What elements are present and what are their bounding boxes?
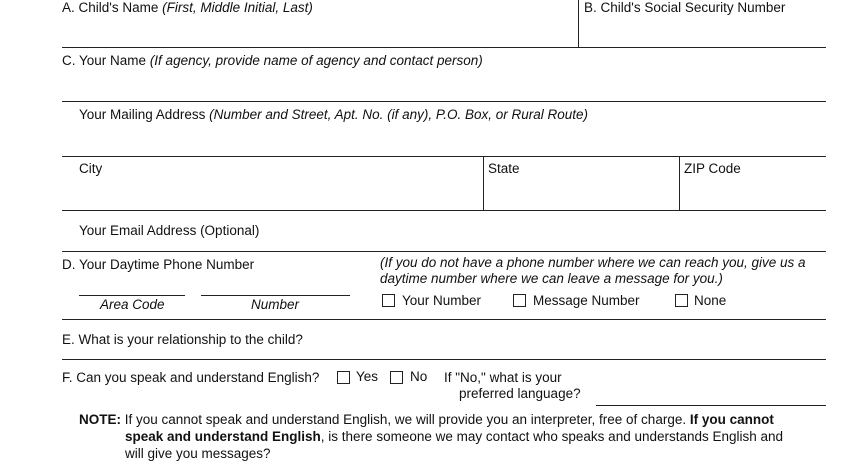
preferred-language-line1: If "No," what is your (444, 370, 562, 385)
childs-name-text: A. Child's Name (62, 0, 159, 15)
note-line1 (79, 411, 774, 428)
email-field[interactable] (62, 240, 826, 250)
area-code-field[interactable] (79, 280, 185, 294)
state-label: State (488, 161, 520, 176)
childs-name-field[interactable] (62, 16, 577, 46)
childs-name-hint: (First, Middle Initial, Last) (162, 0, 313, 15)
divider (578, 0, 579, 47)
divider (483, 156, 484, 210)
phone-number-line (201, 295, 350, 296)
message-number-label: Message Number (533, 293, 640, 308)
your-name-label (62, 53, 483, 69)
zip-code-field[interactable] (680, 178, 826, 208)
divider (62, 359, 826, 360)
your-name-field[interactable] (62, 70, 826, 100)
your-number-checkbox[interactable] (382, 294, 395, 307)
divider (62, 251, 826, 252)
note-line3: will give you messages? (125, 446, 271, 461)
divider (62, 319, 826, 320)
relationship-field[interactable] (62, 349, 826, 358)
phone-hint-line1: (If you do not have a phone number where we can reach you, give us a (380, 255, 806, 270)
daytime-phone-label: D. Your Daytime Phone Number (62, 257, 255, 272)
mailing-address-text: Your Mailing Address (79, 107, 206, 122)
childs-name-label (62, 0, 313, 16)
preferred-language-line2: preferred language? (459, 386, 581, 401)
area-code-caption: Area Code (100, 297, 165, 312)
divider (62, 101, 826, 102)
area-code-line (79, 295, 185, 296)
english-yes-label: Yes (356, 369, 379, 384)
mailing-address-field[interactable] (62, 124, 826, 154)
none-checkbox[interactable] (675, 294, 688, 307)
english-question-label: F. Can you speak and understand English? (62, 370, 320, 385)
message-number-checkbox[interactable] (513, 294, 526, 307)
your-name-text: C. Your Name (62, 53, 147, 68)
english-no-label: No (410, 369, 428, 384)
childs-ssn-field[interactable] (580, 16, 825, 46)
preferred-language-field[interactable] (596, 388, 826, 404)
your-number-label: Your Number (402, 293, 482, 308)
preferred-language-line (596, 405, 826, 406)
note-heading: NOTE: (79, 412, 121, 427)
your-name-hint: (If agency, provide name of agency and contact person) (149, 53, 483, 68)
number-caption: Number (251, 297, 300, 312)
relationship-label: E. What is your relationship to the child? (62, 332, 303, 347)
mailing-address-hint: (Number and Street, Apt. No. (if any), P.O. Box, or Rural Route) (209, 107, 588, 122)
none-label: None (694, 293, 727, 308)
note-text1: If you cannot speak and understand English, we will provide you an interpreter, free of charge. (121, 412, 690, 427)
mailing-address-label (79, 107, 588, 123)
note-line2 (125, 428, 783, 445)
city-label: City (79, 161, 103, 176)
state-field[interactable] (484, 178, 678, 208)
divider (62, 47, 826, 48)
note-text2: , is there someone we may contact who speaks and understands English and (320, 429, 784, 444)
city-field[interactable] (62, 178, 482, 208)
phone-hint-line2: daytime number where we can leave a message for you.) (380, 271, 723, 286)
zip-code-label: ZIP Code (684, 161, 741, 176)
divider (679, 156, 680, 210)
divider (62, 210, 826, 211)
note-bold1: If you cannot (689, 412, 774, 427)
english-yes-checkbox[interactable] (337, 371, 350, 384)
email-label: Your Email Address (Optional) (79, 223, 260, 238)
note-bold2: speak and understand English (125, 429, 321, 444)
phone-number-field[interactable] (201, 280, 350, 294)
english-no-checkbox[interactable] (390, 371, 403, 384)
divider (62, 156, 826, 157)
childs-ssn-label: B. Child's Social Security Number (584, 0, 786, 15)
